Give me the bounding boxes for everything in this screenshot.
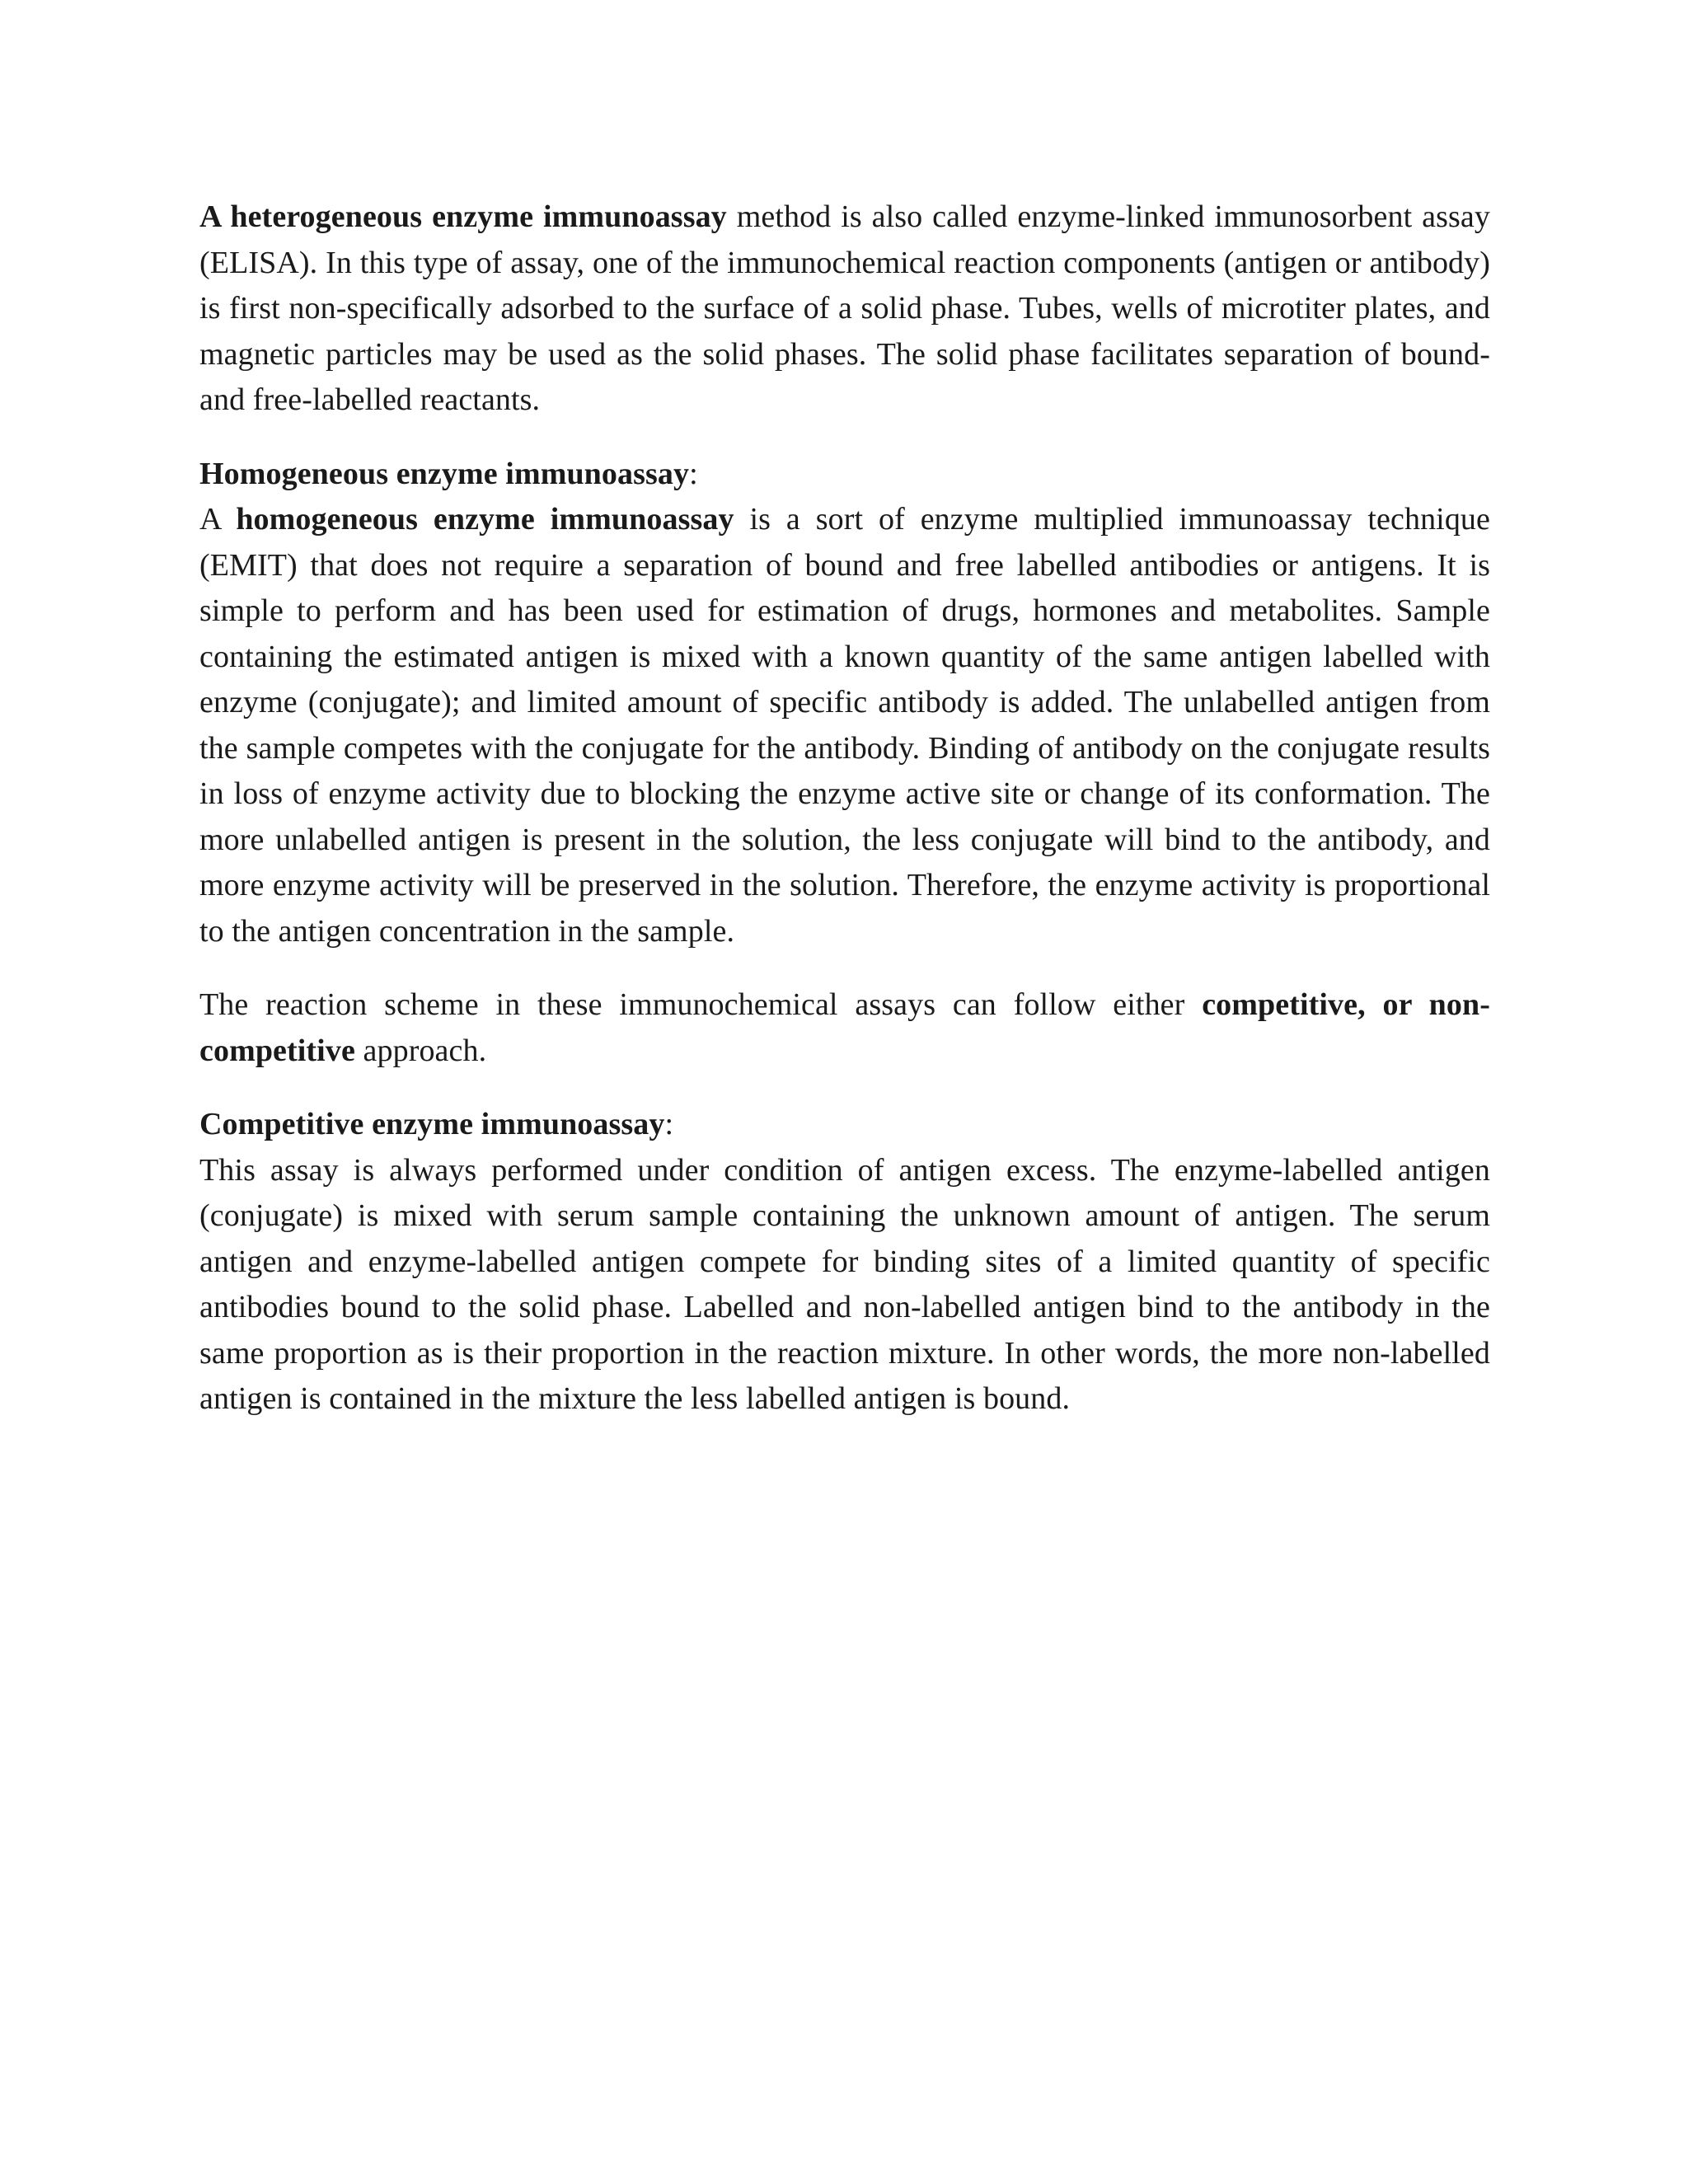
paragraph-text: is a sort of enzyme multiplied immunoassay technique (EMIT) that does not require a separation of bound and free labelled antibodies or antigens. It is simple to perform and has been used for estimation of drugs, hormones and metabolites. Sample containing the estimated antigen is mixed with a known quantity of the same antigen labelled with enzyme (conjugate); and limited amount of specific antibody is added. The unlabelled antigen from the sample competes with the conjugate for the antibody. Binding of antibody on the conjugate results in loss of enzyme activity due to blocking the enzyme active site or change of its conformation. The more unlabelled antigen is present in the solution, the less conjugate will bind to the antibody, and more enzyme activity will be preserved in the solution. Therefore, the enzyme activity is proportional to the antigen concentration in the sample. [199, 502, 1490, 949]
heading-competitive-eia [199, 1102, 1490, 1148]
paragraph-lead: A [199, 502, 237, 537]
bold-term-heterogeneous: A heterogeneous enzyme immunoassay [199, 199, 727, 234]
document-page [199, 194, 1490, 1422]
paragraph-homogeneous-eia [199, 497, 1490, 954]
paragraph-competitive-eia [199, 1148, 1490, 1422]
paragraph-lead: The reaction scheme in these immunochemical assays can follow either [199, 987, 1203, 1022]
heading-homogeneous-eia [199, 452, 1490, 498]
paragraph-reaction-scheme [199, 982, 1490, 1074]
heading-text: Homogeneous enzyme immunoassay [199, 456, 690, 491]
bold-term-homogeneous: homogeneous enzyme immunoassay [236, 502, 734, 537]
paragraph-text: approach. [354, 1033, 487, 1068]
paragraph-text: method is also called enzyme-linked immunosorbent assay (ELISA). In this type of assay, one of the immunochemical reaction components (antigen or antibody) is first non-specifically adsorbed to the surface of a solid phase. Tubes, wells of microtiter plates, and magnetic particles may be used as the solid phases. The solid phase facilitates separation of bound- and free-labelled reactants. [199, 199, 1490, 417]
heading-text: Competitive enzyme immunoassay [199, 1107, 665, 1141]
heading-suffix: : [689, 456, 698, 491]
bold-term-competitive: competitive, or non-competitive [199, 987, 1490, 1068]
heading-suffix: : [664, 1107, 674, 1141]
paragraph-text: This assay is always performed under condition of antigen excess. The enzyme-labelled antigen (conjugate) is mixed with serum sample containing the unknown amount of antigen. The serum antigen and enzyme-labelled antigen compete for binding sites of a limited quantity of specific antibodies bound to the solid phase. Labelled and non-labelled antigen bind to the antibody in the same proportion as is their proportion in the reaction mixture. In other words, the more non-labelled antigen is contained in the mixture the less labelled antigen is bound. [199, 1152, 1490, 1416]
paragraph-heterogeneous-eia [199, 194, 1490, 424]
